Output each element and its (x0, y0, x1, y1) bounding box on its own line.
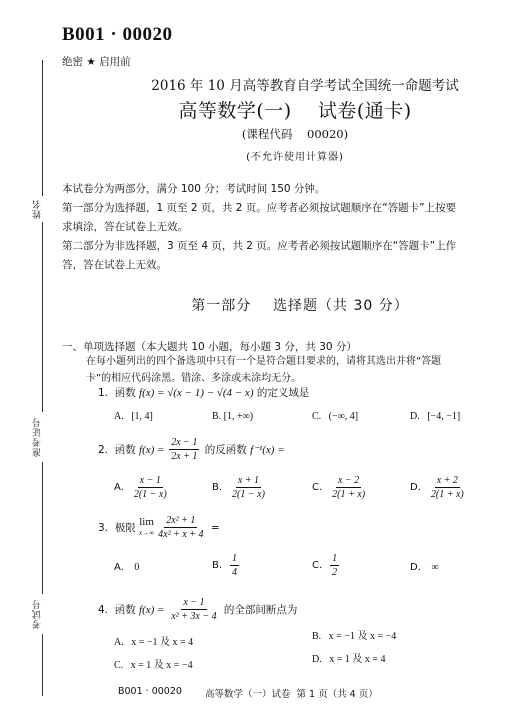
instruction-line: 第二部分为非选择题，3 页至 4 页，共 2 页。应考者必须按试题顺序在“答题卡”上作 (62, 240, 457, 252)
question-4-option-c: C. x = 1 及 x = −4 (114, 660, 193, 671)
option-value: 0 (134, 562, 140, 573)
question-2-number: 2. 函数 (98, 444, 140, 456)
fraction-numerator: 1 (232, 553, 238, 564)
fraction-numerator: x + 1 (237, 475, 260, 486)
question-2-inverse: f⁻¹(x) = (250, 444, 285, 456)
option-fraction (230, 474, 267, 501)
question-4-expression: f(x) = (139, 603, 168, 616)
limit-subscript: x→∞ (139, 528, 155, 537)
option-fraction (230, 552, 239, 579)
option-fraction (132, 474, 169, 501)
fraction-denominator: 4x² + x + 4 (158, 529, 204, 540)
question-4-option-d: D. x = 1 及 x = 4 (312, 654, 386, 665)
fraction-numerator: 1 (332, 553, 338, 564)
question-4 (98, 596, 297, 623)
option-label: C. (312, 560, 323, 571)
option-label: A. (114, 482, 124, 493)
question-4-text: 的全部间断点为 (220, 604, 298, 616)
question-2 (98, 436, 285, 463)
option-fraction (330, 552, 339, 579)
question-3 (98, 514, 220, 541)
question-2-option-c (312, 474, 369, 501)
question-2-fraction (169, 436, 199, 463)
question-3-option-d (410, 562, 439, 573)
fraction-denominator: 2(1 − x) (133, 489, 167, 500)
question-3-option-c (312, 552, 341, 579)
document-code: B001 · 00020 (62, 24, 173, 45)
footer-page-info: 高等数学（一）试卷 第 1 页（共 4 页） (205, 689, 378, 700)
question-4-option-b: B. x = −1 及 x = −4 (312, 631, 397, 642)
option-label: B. (212, 482, 223, 493)
fraction-denominator: 2 (332, 567, 338, 578)
question-1-option-a: A. [1, 4] (114, 411, 153, 422)
question-3-fraction (156, 514, 205, 541)
question-2-text: 的反函数 (201, 444, 251, 456)
limit-operator (139, 517, 154, 539)
question-3-number: 3. 极限 (98, 522, 140, 534)
question-3-text: = (207, 521, 220, 534)
section-heading: 一、单项选择题（本大题共 10 小题，每小题 3 分，共 30 分） (62, 341, 357, 353)
fraction-denominator: 2(1 + x) (430, 489, 464, 500)
instruction-line: 答，答在试卷上无效。 (62, 259, 167, 271)
question-4-option-a: A. x = −1 及 x = 4 (114, 637, 194, 648)
option-label: A. (114, 562, 124, 573)
option-label: C. (312, 482, 323, 493)
question-4-number: 4. 函数 (98, 604, 140, 616)
calculator-note: (不允许使用计算器) (246, 152, 344, 163)
question-3-option-b (212, 552, 241, 579)
question-1 (98, 385, 309, 400)
question-2-expression: f(x) = (139, 443, 168, 456)
fraction-numerator: 2x − 1 (171, 437, 198, 448)
instruction-line: 第一部分为选择题，1 页至 2 页，共 2 页。应考者必须按试题顺序在“答题卡”上按要 (62, 202, 457, 214)
exam-heading: 2016 年 10 月高等教育自学考试全国统一命题考试 (151, 78, 459, 94)
fraction-denominator: 2(1 − x) (232, 489, 265, 500)
option-label: B. (212, 560, 223, 571)
fraction-denominator: 2(1 + x) (332, 489, 366, 500)
question-2-option-b (212, 474, 269, 501)
option-value: ∞ (431, 562, 439, 573)
fraction-denominator: 4 (232, 567, 238, 578)
section-description (86, 353, 511, 387)
secret-mark: 绝密 ★ 启用前 (62, 56, 131, 68)
section-description-line: 在每小题列出的四个备选项中只有一个是符合题目要求的，请将其选出并将“答题 (86, 356, 442, 367)
option-fraction (429, 474, 466, 501)
section-description-line: 卡”的相应代码涂黑。错涂、多涂或未涂均无分。 (86, 373, 302, 384)
option-fraction (330, 474, 367, 501)
question-1-expression: f(x) = √(x − 1) − √(4 − x) (139, 387, 254, 399)
question-1-option-b: B. [1, +∞) (212, 411, 254, 422)
part-title: 第一部分 选择题（共 30 分） (191, 298, 409, 314)
course-code: (课程代码 00020) (241, 127, 349, 141)
fraction-numerator: x − 1 (183, 597, 205, 608)
instruction-line: 求填涂，答在试卷上无效。 (62, 221, 188, 233)
option-label: D. (410, 482, 421, 493)
fraction-numerator: 2x² + 1 (166, 515, 196, 526)
name-label: 姓名 (31, 196, 45, 222)
fraction-denominator: 2x + 1 (171, 451, 198, 462)
fraction-numerator: x + 2 (436, 475, 458, 486)
question-4-fraction (169, 596, 218, 623)
fraction-numerator: x − 1 (139, 475, 161, 486)
instruction-line: 本试卷分为两部分，满分 100 分；考试时间 150 分钟。 (62, 183, 326, 195)
paper-title: 高等数学(一) 试卷(通卡) (178, 100, 412, 122)
question-1-option-d: D. [−4, −1] (410, 411, 461, 422)
footer-code: B001 · 00020 (118, 686, 182, 697)
question-2-option-d (410, 474, 468, 501)
question-1-number: 1. 函数 (98, 387, 140, 399)
question-2-option-a (114, 474, 171, 501)
question-1-text: 的定义域是 (253, 387, 310, 399)
question-1-option-c: C. (−∞, 4] (312, 411, 359, 422)
room-number-label: 考试号 (31, 594, 45, 634)
question-3-option-a (114, 562, 139, 573)
option-label: D. (410, 562, 421, 573)
fraction-numerator: x − 2 (338, 475, 360, 486)
instructions (62, 180, 517, 275)
fraction-denominator: x² + 3x − 4 (171, 611, 217, 622)
limit-symbol: lim (139, 515, 154, 528)
ticket-number-label: 准考证号 (31, 412, 45, 462)
